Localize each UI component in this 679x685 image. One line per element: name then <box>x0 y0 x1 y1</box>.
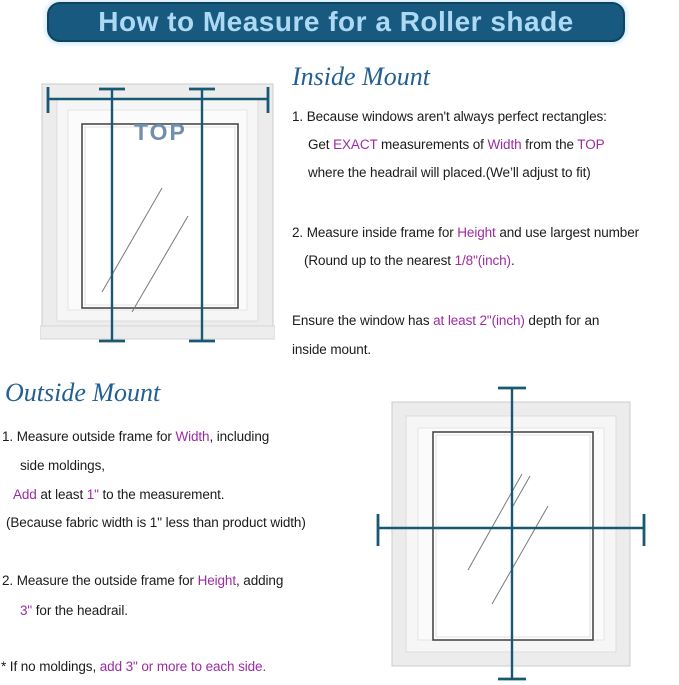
instruction-line: inside mount. <box>292 342 371 357</box>
inside-mount-heading: Inside Mount <box>292 62 430 91</box>
instruction-line: 3" for the headrail. <box>20 603 128 618</box>
instruction-line: 2. Measure inside frame for Height and use largest number <box>292 225 640 240</box>
instruction-line: (Round up to the nearest 1/8"(inch). <box>304 253 515 268</box>
instruction-line: side moldings, <box>20 458 105 473</box>
instruction-line: Add at least 1" to the measurement. <box>13 487 225 502</box>
page-title: How to Measure for a Roller shade <box>98 6 574 37</box>
instruction-line: Ensure the window has at least 2"(inch) depth for an <box>292 313 600 328</box>
outside-mount-heading: Outside Mount <box>5 378 161 407</box>
instruction-line: 2. Measure the outside frame for Height, adding <box>2 573 284 588</box>
instruction-line: where the headrail will placed.(We’ll adjust to fit) <box>308 165 591 180</box>
header-banner <box>47 2 625 42</box>
top-label: TOP <box>134 119 187 145</box>
instruction-note: * If no moldings, add 3" or more to each side. <box>1 659 267 674</box>
instruction-line: 1. Because windows aren't always perfect rectangles: <box>292 109 607 124</box>
instruction-line: (Because fabric width is 1" less than product width) <box>6 515 306 530</box>
instruction-line: 1. Measure outside frame for Width, including <box>2 429 270 444</box>
instruction-line: Get EXACT measurements of Width from the TOP <box>308 137 605 152</box>
outside-mount-window-diagram <box>370 378 670 685</box>
inside-mount-window-diagram <box>40 80 275 355</box>
